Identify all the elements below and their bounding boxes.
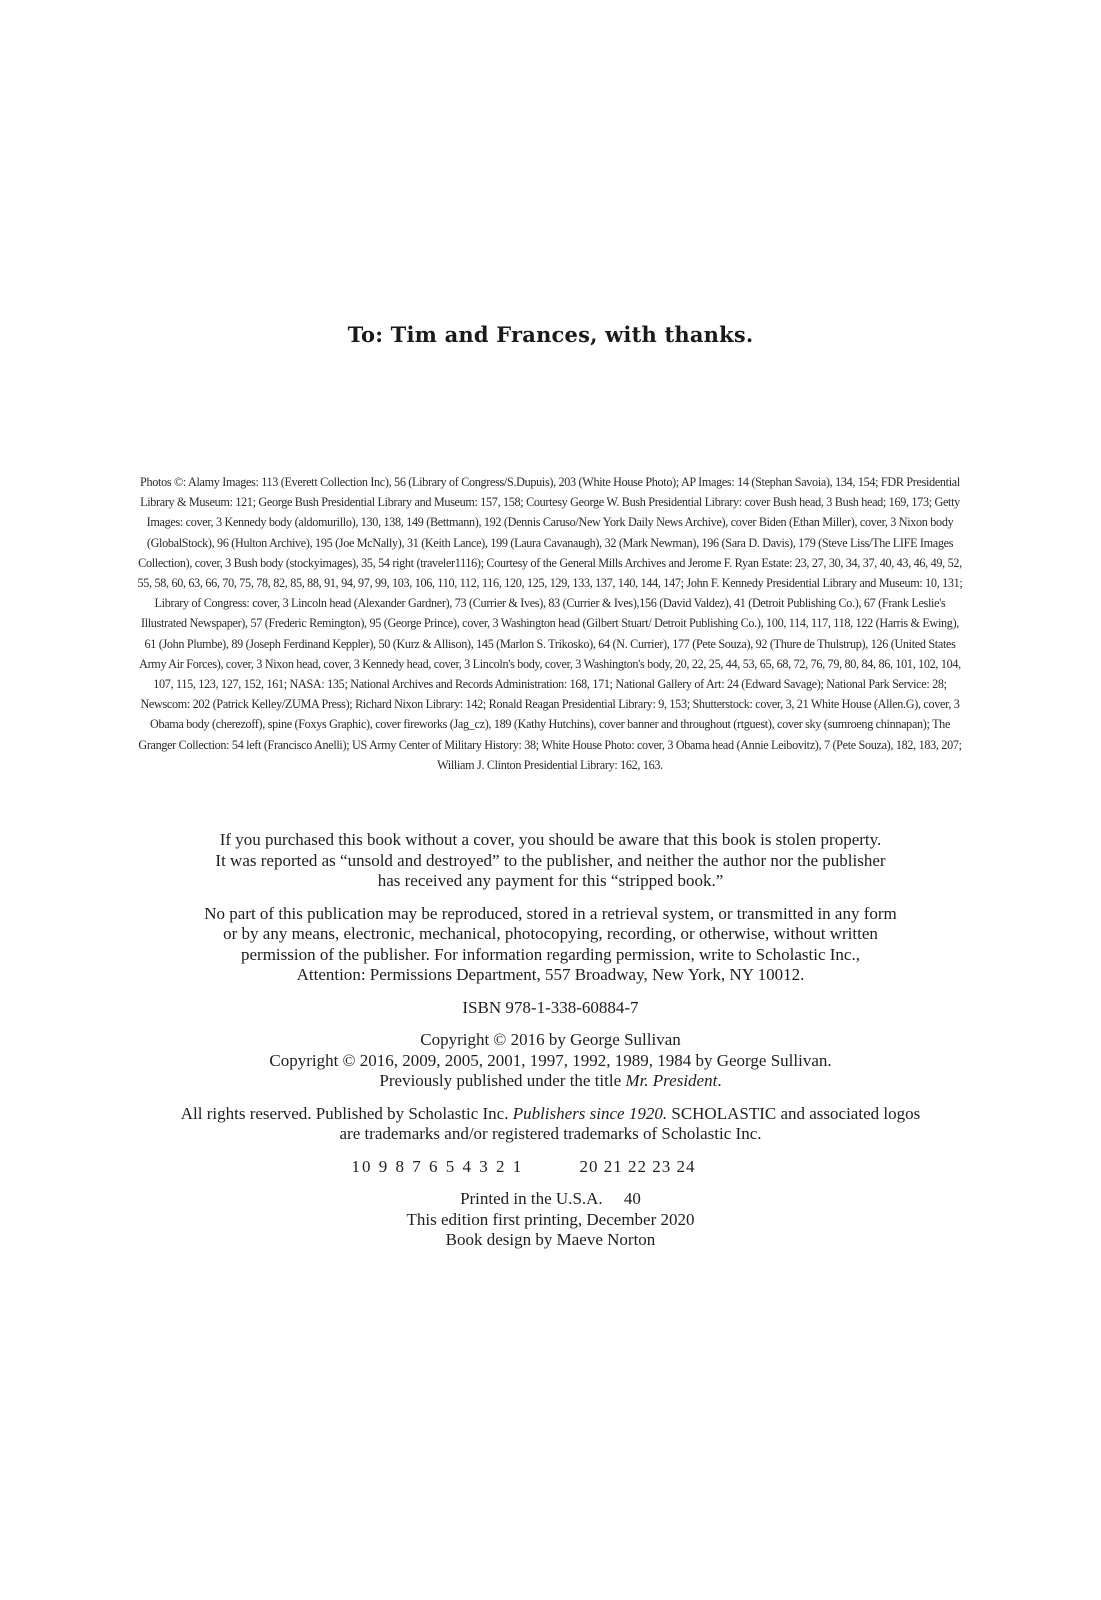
stripped-notice-line: has received any payment for this “stripped book.”: [377, 871, 724, 890]
rights-notice-line: No part of this publication may be reproduced, stored in a retrieval system, or transmitted in any form: [204, 903, 897, 923]
rights-notice-line: or by any means, electronic, mechanical, photocopying, recording, or otherwise, without written: [223, 924, 878, 943]
trademark-text-a: All rights reserved. Published by Scholastic Inc.: [180, 1103, 513, 1123]
trademark-line: [0, 1104, 1101, 1125]
stripped-book-notice: [0, 830, 1101, 892]
printing-info: [0, 1157, 1101, 1251]
edition-line: This edition first printing, December 2020: [406, 1209, 695, 1229]
legal-notices: [0, 830, 1101, 1263]
photo-credits: Photos ©: Alamy Images: 113 (Everett Collection Inc), 56 (Library of Congress/S.Dupuis), 203 (White House Photo); AP Images: 14 (Stephan Savoia), 134, 154; FDR Presidential Library & Museum: 121; George Bush Presidential Library and Museum: 157, 158; Courtesy George W. Bush Presidential Library: cover Bush head, 3 Bush head; 169, 173; Getty Images: cover, 3 Kennedy body (aldomurillo), 130, 138, 149 (Bettmann), 192 (Dennis Caruso/New York Daily News Archive), cover Biden (Ethan Miller), cover, 3 Nixon body (GlobalStock), 96 (Hulton Archive), 195 (Joe McNally), 31 (Keith Lance), 199 (Laura Cavanaugh), 32 (Mark Newman), 196 (Sara D. Davis), 179 (Steve Liss/The LIFE Images Collection), cover, 3 Bush body (stockyimages), 35, 54 right (traveler1116); Courtesy of the General Mills Archives and Jerome F. Ryan Estate: 23, 27, 30, 34, 37, 40, 43, 46, 49, 52, 55, 58, 60, 63, 66, 70, 75, 78, 82, 85, 88, 91, 94, 97, 99, 103, 106, 110, 112, 116, 120, 125, 129, 133, 137, 140, 144, 147; John F. Kennedy Presidential Library and Museum: 10, 131; Library of Congress: cover, 3 Lincoln head (Alexander Gardner), 73 (Currier & Ives), 83 (Currier & Ives),156 (David Valdez), 41 (Detroit Publishing Co.), 67 (Frank Leslie's Illustrated Newspaper), 57 (Frederic Remington), 95 (George Prince), cover, 3 Washington head (Gilbert Stuart/ Detroit Publishing Co.), 100, 114, 117, 118, 122 (Harris & Ewing), 61 (John Plumbe), 89 (Joseph Ferdinand Keppler), 50 (Kurz & Allison), 145 (Marlon S. Trikosko), 64 (N. Currier), 177 (Pete Souza), 92 (Thure de Thulstrup), 126 (United States Army Air Forces), cover, 3 Nixon head, cover, 3 Kennedy head, cover, 3 Lincoln's body, cover, 3 Washington's body, 20, 22, 25, 44, 53, 65, 68, 72, 76, 79, 80, 84, 86, 101, 102, 104, 107, 115, 123, 127, 152, 161; NASA: 135; National Archives and Records Administration: 168, 171; National Gallery of Art: 24 (Edward Savage); National Park Service: 28; Newscom: 202 (Patrick Kelley/ZUMA Press); Richard Nixon Library: 142; Ronald Reagan Presidential Library: 9, 153; Shutterstock: cover, 3, 21 White House (Allen.G), cover, 3 Obama body (cherezoff), spine (Foxys Graphic), cover fireworks (Jag_cz), 189 (Kathy Hutchins), cover banner and throughout (rtguest), cover sky (sumroeng chinnapan); The Granger Collection: 54 left (Francisco Anelli); US Army Center of Military History: 38; White House Photo: cover, 3 Obama head (Annie Leibovitz), 7 (Pete Souza), 182, 183, 207; William J. Clinton Presidential Library: 162, 163.: [137, 474, 963, 772]
previous-title: Mr. President: [625, 1071, 718, 1090]
trademark-notice: [0, 1104, 1101, 1145]
design-credit: Book design by Maeve Norton: [445, 1230, 656, 1249]
rights-notice: [0, 904, 1101, 986]
printed-in-line: [0, 1189, 1101, 1210]
trademark-text-b: SCHOLASTIC and associated logos: [667, 1103, 921, 1123]
copyright-line: Copyright © 2016, 2009, 2005, 2001, 1997, 1992, 1989, 1984 by George Sullivan.: [269, 1050, 832, 1070]
rights-notice-line: Attention: Permissions Department, 557 Broadway, New York, NY 10012.: [296, 965, 805, 984]
printed-in: Printed in the U.S.A.: [460, 1189, 603, 1208]
previous-title-suffix: .: [717, 1071, 722, 1090]
previous-title-prefix: Previously published under the title: [379, 1071, 626, 1090]
dedication: To: Tim and Frances, with thanks.: [347, 322, 754, 347]
publishers-since: Publishers since 1920.: [512, 1103, 668, 1123]
stripped-notice-line: It was reported as “unsold and destroyed” to the publisher, and neither the author nor the publisher: [215, 850, 886, 870]
year-numbers: 20 21 22 23 24: [579, 1156, 696, 1176]
isbn: ISBN 978-1-338-60884-7: [462, 997, 639, 1017]
printing-number-line: [0, 1157, 1101, 1178]
trademark-line: are trademarks and/or registered trademarks of Scholastic Inc.: [339, 1124, 762, 1143]
stripped-notice-line: If you purchased this book without a cover, you should be aware that this book is stolen property.: [219, 830, 882, 849]
rights-notice-line: permission of the publisher. For information regarding permission, write to Scholastic Inc.,: [241, 944, 860, 964]
copyright-line: Copyright © 2016 by George Sullivan: [420, 1030, 681, 1049]
impression-numbers: 10 9 8 7 6 5 4 3 2 1: [351, 1156, 524, 1176]
printer-code: 40: [623, 1189, 641, 1208]
previous-title-line: [0, 1071, 1101, 1092]
copyright-notice: [0, 1030, 1101, 1092]
